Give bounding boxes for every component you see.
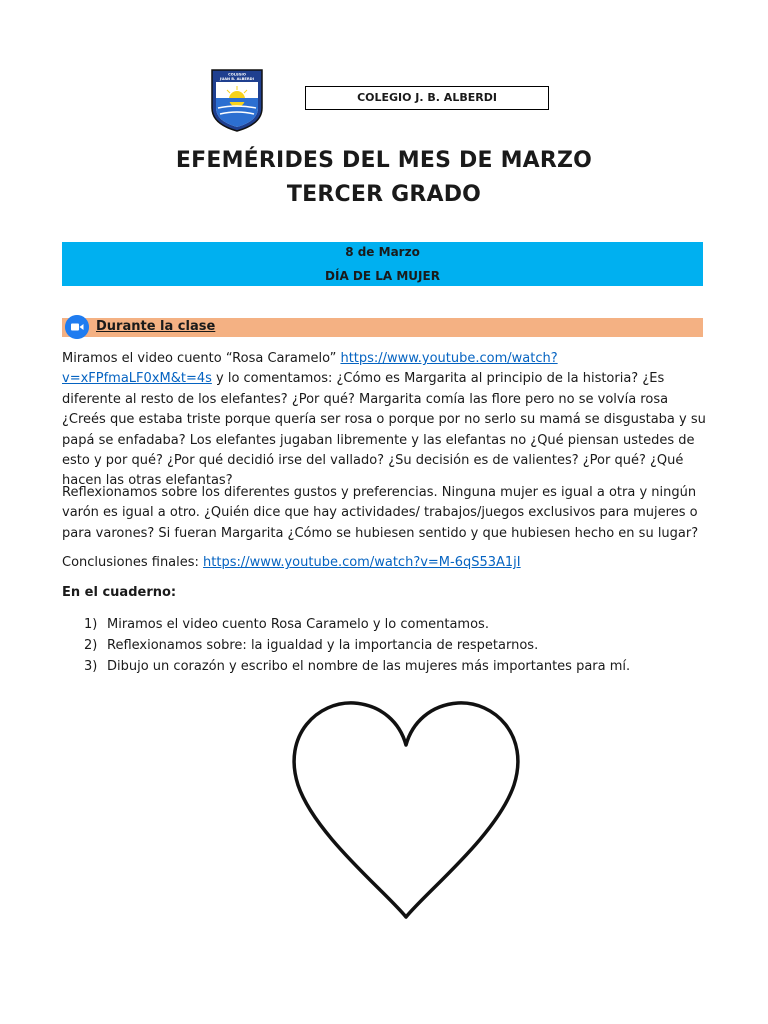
list-item-number: 1) [84,617,98,632]
video-camera-icon [65,315,89,339]
page-subtitle: TERCER GRADO [286,182,482,207]
list-item-number: 3) [84,659,98,674]
date-banner [62,242,703,286]
p1-intro: Miramos el video cuento “Rosa Caramelo” [62,351,341,366]
list-item-text: Miramos el video cuento Rosa Caramelo y lo comentamos. [107,617,489,632]
section-title: Durante la clase [96,319,216,334]
conclusions-label: Conclusiones finales: [62,555,204,570]
paragraph-reflection: Reflexionamos sobre los diferentes gustos y preferencias. Ninguna mujer es igual a otra y ningún varón es igual a otro. ¿Quién dice que hay actividades/ trabajos/juegos exclusivos para mujeres o para varones? Si fueran Margarita ¿Cómo se hubiesen sentido y que hubiesen hecho en su lugar? [62,485,699,541]
paragraph-video-questions [62,349,707,492]
notebook-heading: En el cuaderno: [62,585,177,600]
list-item-text: Dibujo un corazón y escribo el nombre de las mujeres más importantes para mí. [107,659,631,674]
school-name-box: COLEGIO J. B. ALBERDI [305,86,549,110]
heart-outline-drawing [290,695,522,921]
rosa-caramelo-link[interactable]: https://www.youtube.com/watch?v=xFPfmaLF0xM&t=4s [62,351,558,387]
list-item-text: Reflexionamos sobre: la igualdad y la importancia de respetarnos. [107,638,539,653]
paragraph-conclusions [62,553,707,573]
school-logo [208,68,266,132]
conclusions-link[interactable]: https://www.youtube.com/watch?v=M-6qS53A1jI [203,555,521,570]
banner-date: 8 de Marzo [345,245,420,259]
p1-questions: y lo comentamos: ¿Cómo es Margarita al principio de la historia? ¿Es diferente al resto de los elefantes? ¿Por qué? Margarita comía las flore pero no se volvía rosa ¿Creés que estaba triste porque quería ser rosa o porque por no serlo su mamá se disgustaba y su papá se enfadaba? Los elefantes jugaban libremente y las elefantas no ¿Qué piensan ustedes de esto y por qué? ¿Por qué decidió irse del vallado? ¿Su decisión es de valientes? ¿Por qué? ¿Qué hacen las otras elefantas? [62,371,706,489]
list-item [84,656,630,677]
list-item [84,614,630,635]
logo-text-name: JUAN B. ALBERDI [220,77,254,81]
list-item-number: 2) [84,638,98,653]
page-title: EFEMÉRIDES DEL MES DE MARZO [175,148,593,173]
banner-event: DÍA DE LA MUJER [325,269,440,283]
list-item [84,635,630,656]
logo-text-top: COLEGIO [228,72,246,77]
notebook-list [84,614,630,677]
